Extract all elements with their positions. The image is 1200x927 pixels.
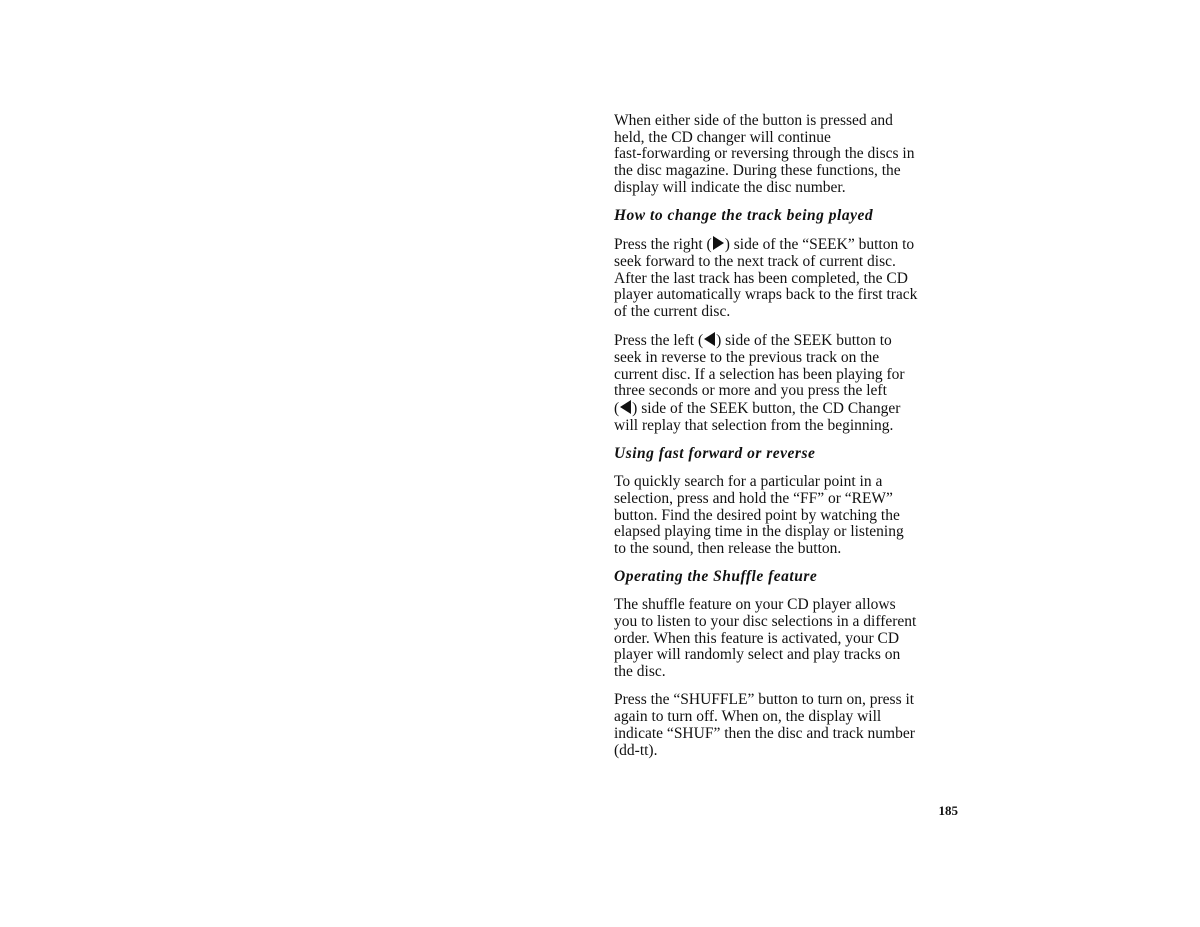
page-number: 185 (938, 803, 958, 818)
text-column (614, 113, 966, 771)
paragraph-shuffle-description: The shuffle feature on your CD player allows you to listen to your disc selections in a different order. When this feature is activated, your CD player will randomly select and play tracks on the disc. (614, 596, 917, 681)
paragraph-seek-reverse (614, 332, 966, 434)
left-triangle-icon (704, 332, 715, 346)
paragraph-seek-reverse-part-2: ) side of the SEEK button to seek in reverse to the previous track on the current disc. If a selection has been playing for three seconds or more and you press the left ( (614, 332, 905, 418)
paragraph-seek-reverse-part-1: Press the left ( (614, 332, 704, 350)
paragraph-seek-forward-part-1: Press the right ( (614, 236, 712, 254)
paragraph-seek-forward-part-2: ) side of the “SEEK” button to seek forward to the next track of current disc. After the last track has been completed, the CD player automatically wraps back to the first track of the current disc. (614, 236, 918, 321)
heading-fast-forward-reverse: Using fast forward or reverse (614, 444, 816, 462)
paragraph-fast-search: To quickly search for a particular point in a selection, press and hold the “FF” or “REW” button. Find the desired point by watching the elapsed playing time in the display or listening to the sound, then release the button. (614, 473, 904, 557)
paragraph-seek-forward (614, 236, 966, 321)
left-triangle-icon (620, 400, 631, 414)
paragraph-shuffle-button: Press the “SHUFFLE” button to turn on, press it again to turn off. When on, the display will indicate “SHUF” then the disc and track number (dd-tt). (614, 691, 915, 759)
heading-shuffle-feature: Operating the Shuffle feature (614, 568, 818, 586)
paragraph-disc-seek-hold: When either side of the button is pressed and held, the CD changer will continue fast-forwarding or reversing through the discs in the disc magazine. During these functions, the display will indicate the disc number. (614, 112, 915, 196)
heading-change-track: How to change the track being played (614, 207, 874, 225)
paragraph-seek-reverse-part-3: ) side of the SEEK button, the CD Changer will replay that selection from the beginning. (614, 400, 901, 434)
right-triangle-icon (713, 236, 724, 250)
